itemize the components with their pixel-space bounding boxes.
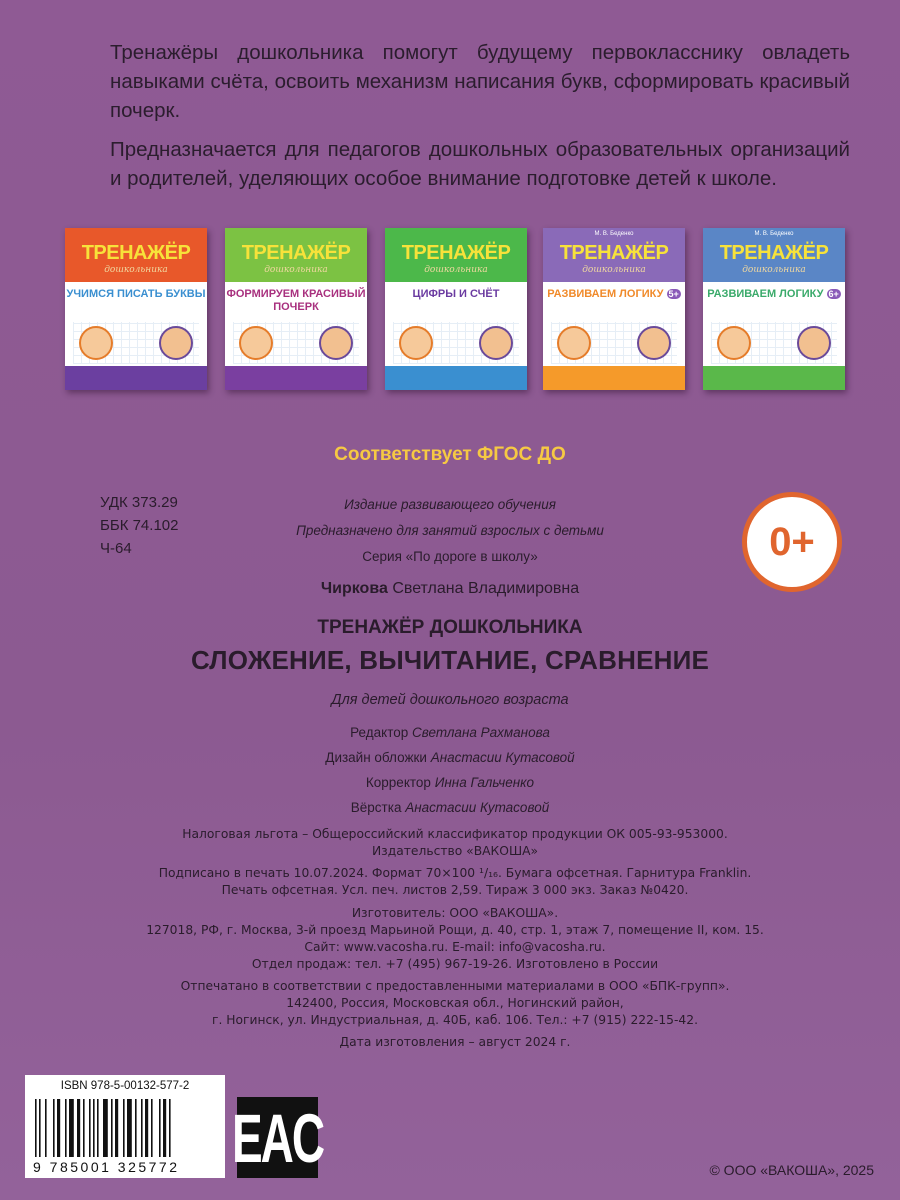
book-title: ТРЕНАЖЁР (81, 242, 191, 264)
isbn-text: ISBN 978-5-00132-577-2 (60, 1080, 190, 1092)
child-illustration (399, 326, 433, 360)
child-illustration (239, 326, 273, 360)
series-book-cover (65, 228, 207, 390)
barcode-bar (111, 1099, 113, 1157)
barcode-bar (45, 1099, 47, 1157)
book-title: ТРЕНАЖЁР (719, 242, 829, 264)
author-mark: Ч-64 (100, 540, 132, 557)
child-illustration (557, 326, 591, 360)
book-series: дошкольника (104, 265, 168, 275)
book-title: СЛОЖЕНИЕ, ВЫЧИТАНИЕ, СРАВНЕНИЕ (190, 645, 710, 675)
credit-layout: Вёрстка Анастасии Кутасовой (350, 800, 550, 815)
book-title: ТРЕНАЖЁР (559, 242, 669, 264)
print-info: Подписано в печать 10.07.2024. Формат 70×100 ¹/₁₆. Бумага офсетная. Гарнитура Franklin. Печать офсетная. Усл. печ. листов 2,59. Тираж 3 000 экз. Заказ №0420. (158, 866, 752, 897)
eac-mark: EAC (231, 1098, 324, 1177)
book-header (65, 228, 207, 282)
barcode-bars (35, 1099, 215, 1157)
book-subtitle: РАЗВИВАЕМ ЛОГИКУ 5+ (547, 288, 679, 300)
barcode-bar (141, 1099, 143, 1157)
book-series: дошкольника (424, 265, 488, 275)
book-illustration (393, 322, 519, 364)
imprint-line: Предназначено для занятий взрослых с детьми (296, 523, 604, 538)
credit-proofreader: Корректор Инна Гальченко (365, 775, 535, 790)
series-line: Серия «По дороге в школу» (362, 549, 538, 564)
book-author: М. В. Беденко (594, 231, 634, 237)
imprint-line: Издание развивающего обучения (344, 497, 556, 512)
book-illustration (551, 322, 677, 364)
barcode-bar (159, 1099, 161, 1157)
child-illustration (79, 326, 113, 360)
child-illustration (637, 326, 671, 360)
book-header (543, 228, 685, 282)
book-illustration (233, 322, 359, 364)
book-series: дошкольника (264, 265, 328, 275)
fgos-label: Соответствует ФГОС ДО (334, 444, 566, 465)
credit-cover-design: Дизайн обложки Анастасии Кутасовой (325, 750, 575, 765)
book-header (385, 228, 527, 282)
book-series: дошкольника (582, 265, 646, 275)
child-illustration (319, 326, 353, 360)
book-series-title: ТРЕНАЖЁР ДОШКОЛЬНИКА (317, 617, 583, 638)
barcode-bar (151, 1099, 153, 1157)
book-author: М. В. Беденко (754, 231, 794, 237)
book-subtitle: ЦИФРЫ И СЧЁТ (412, 288, 500, 300)
book-footer (385, 366, 527, 390)
manufacturer-info: Изготовитель: ООО «ВАКОША». 127018, РФ, г. Москва, 3-й проезд Марьиной Рощи, д. 40, стр. 1, этаж 7, помещение II, ком. 15. Сайт: www.vacosha.ru. E-mail: info@vacosha.ru. Отдел продаж: тел. +7 (495) 967-19-26. Изготовлено в России (146, 906, 764, 971)
author-name: Светлана Владимировна (392, 580, 580, 597)
barcode-bar (65, 1099, 67, 1157)
intro-paragraph: Предназначается для педагогов дошкольных образовательных организаций и родителей, уделяющих особое внимание подготовке детей к школе. (110, 138, 850, 190)
book-footer (703, 366, 845, 390)
book-footer (225, 366, 367, 390)
barcode-bar (123, 1099, 125, 1157)
barcode-bar (97, 1099, 99, 1157)
series-book-cover (543, 228, 685, 390)
barcode-bar (39, 1099, 41, 1157)
age-rating-badge: 0+ (742, 492, 842, 592)
classification-codes (100, 491, 178, 560)
series-book-cover (703, 228, 845, 390)
book-age: 5+ (668, 289, 679, 299)
barcode-bar (145, 1099, 148, 1157)
series-book-cover (225, 228, 367, 390)
barcode-bar (93, 1099, 95, 1157)
author-surname: Чиркова (320, 580, 388, 597)
book-age: 6+ (828, 289, 839, 299)
series-book-cover (385, 228, 527, 390)
credits (0, 720, 900, 820)
barcode-bar (69, 1099, 74, 1157)
book-subtitle: УЧИМСЯ ПИСАТЬ БУКВЫ (66, 288, 206, 300)
credit-editor: Редактор Светлана Рахманова (350, 725, 550, 740)
barcode-bar (163, 1099, 166, 1157)
tax-info: Налоговая льгота – Общероссийский классификатор продукции ОК 005-93-953000. Издательство «ВАКОША» (182, 827, 728, 858)
barcode-bar (115, 1099, 118, 1157)
book-title: ТРЕНАЖЁР (241, 242, 351, 264)
book-subtitle: ФОРМИРУЕМ КРАСИВЫЙ ПОЧЕРК (226, 288, 366, 313)
book-illustration (73, 322, 199, 364)
barcode-bar (89, 1099, 91, 1157)
isbn-barcode (25, 1075, 225, 1178)
author (0, 580, 900, 598)
intro-text (110, 38, 850, 203)
book-title: ТРЕНАЖЁР (401, 242, 511, 264)
child-illustration (159, 326, 193, 360)
intro-paragraph: Тренажёры дошкольника помогут будущему первокласснику овладеть навыками счёта, освоить механизм написания букв, сформировать красивый почерк. (110, 41, 850, 122)
book-series: дошкольника (742, 265, 806, 275)
barcode-bar (103, 1099, 108, 1157)
book-footer (65, 366, 207, 390)
child-illustration (717, 326, 751, 360)
copyright: © ООО «ВАКОША», 2025 (709, 1162, 874, 1178)
manufacture-date: Дата изготовления – август 2024 г. (339, 1035, 571, 1049)
audience: Для детей дошкольного возраста (331, 692, 569, 708)
printer-info: Отпечатано в соответствии с предоставленными материалами в ООО «БПК-групп». 142400, Россия, Московская обл., Ногинский район, г. Ногинск, ул. Индустриальная, д. 40Б, каб. 106. Тел.: +7 (915) 222-15-42. (180, 979, 730, 1027)
book-illustration (711, 322, 837, 364)
udk-code: УДК 373.29 (100, 494, 178, 511)
imprint-notes (200, 492, 700, 570)
barcode-bar (57, 1099, 60, 1157)
barcode-bar (77, 1099, 80, 1157)
book-subtitle: РАЗВИВАЕМ ЛОГИКУ 6+ (707, 288, 839, 300)
barcode-bar (83, 1099, 85, 1157)
book-header (225, 228, 367, 282)
barcode-bar (35, 1099, 37, 1157)
barcode-bar (53, 1099, 55, 1157)
series-books (0, 228, 900, 393)
barcode-digits: 9 785001 325772 (33, 1159, 180, 1175)
barcode-bar (127, 1099, 132, 1157)
barcode-bar (135, 1099, 137, 1157)
bbk-code: ББК 74.102 (100, 517, 179, 534)
book-footer (543, 366, 685, 390)
child-illustration (479, 326, 513, 360)
barcode-bar (169, 1099, 171, 1157)
child-illustration (797, 326, 831, 360)
book-header (703, 228, 845, 282)
